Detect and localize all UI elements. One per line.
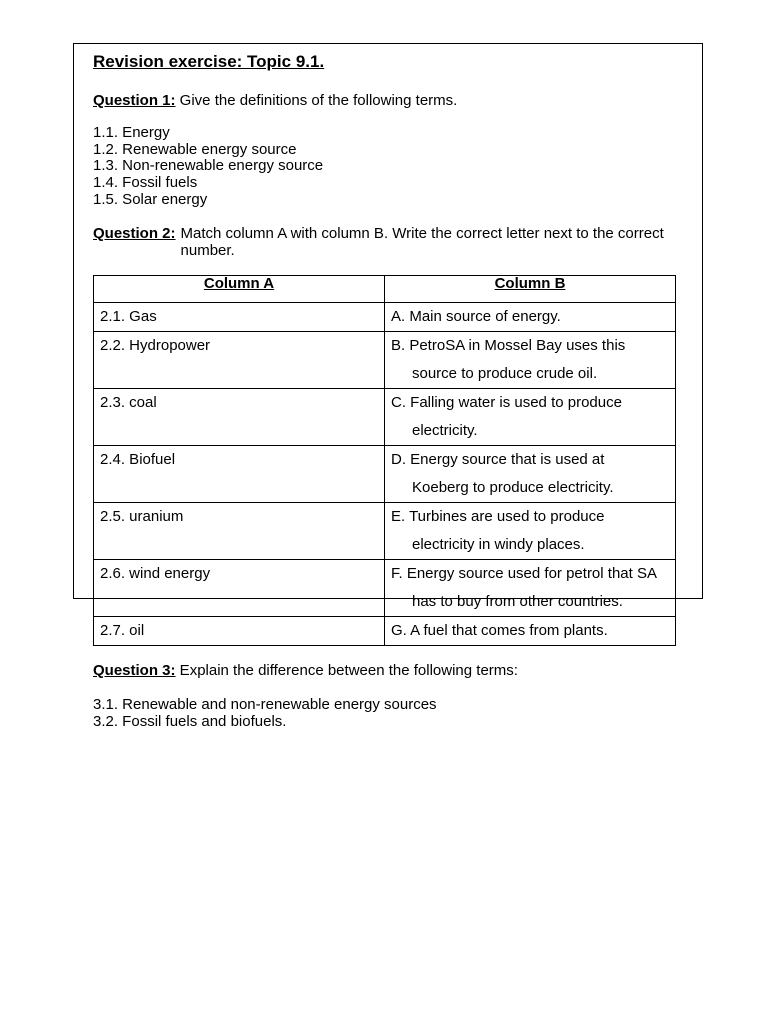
column-b-line: D. Energy source that is used at bbox=[391, 450, 605, 468]
list-item: 3.2. Fossil fuels and biofuels. bbox=[93, 712, 287, 730]
question-2-text: Match column A with column B. Write the correct letter next to the correct number. bbox=[180, 224, 664, 259]
page-title: Revision exercise: Topic 9.1. bbox=[93, 52, 325, 71]
list-item: 3.1. Renewable and non-renewable energy sources bbox=[93, 695, 437, 713]
question-1 bbox=[93, 92, 693, 109]
column-b-line: E. Turbines are used to produce bbox=[391, 507, 605, 525]
worksheet-content bbox=[93, 51, 693, 730]
column-b-cell bbox=[385, 502, 676, 559]
table-header-row bbox=[94, 275, 676, 302]
column-b-line: B. PetroSA in Mossel Bay uses this bbox=[391, 336, 626, 354]
question-3 bbox=[93, 662, 693, 679]
column-b-line-continued: has to buy from other countries. bbox=[412, 592, 623, 610]
list-item: 1.3. Non-renewable energy source bbox=[93, 157, 324, 175]
question-1-list bbox=[93, 125, 693, 209]
column-a-cell: 2.1. Gas bbox=[94, 302, 385, 331]
list-item: 1.2. Renewable energy source bbox=[93, 140, 297, 158]
column-b-cell bbox=[385, 559, 676, 616]
column-b-cell bbox=[385, 616, 676, 645]
table-row bbox=[94, 559, 676, 616]
column-a-cell: 2.2. Hydropower bbox=[94, 331, 385, 388]
list-item: 1.1. Energy bbox=[93, 124, 170, 141]
table-row bbox=[94, 502, 676, 559]
column-b-cell bbox=[385, 302, 676, 331]
column-b-line-continued: source to produce crude oil. bbox=[412, 364, 598, 382]
question-1-text: Give the definitions of the following terms. bbox=[175, 92, 458, 109]
column-a-cell: 2.5. uranium bbox=[94, 502, 385, 559]
column-b-cell bbox=[385, 331, 676, 388]
question-3-label: Question 3: bbox=[93, 661, 176, 679]
table-row bbox=[94, 331, 676, 388]
question-1-label: Question 1: bbox=[93, 92, 176, 109]
list-item: 1.4. Fossil fuels bbox=[93, 174, 198, 192]
table-row bbox=[94, 616, 676, 645]
column-b-line: A. Main source of energy. bbox=[391, 307, 561, 325]
column-b-cell bbox=[385, 388, 676, 445]
column-a-cell: 2.4. Biofuel bbox=[94, 445, 385, 502]
matching-table bbox=[93, 275, 676, 646]
column-b-header: Column B bbox=[385, 275, 676, 302]
column-b-line-continued: electricity. bbox=[412, 421, 478, 439]
question-2-label: Question 2: bbox=[93, 224, 176, 242]
question-3-text: Explain the difference between the following terms: bbox=[175, 661, 518, 679]
column-b-line-continued: electricity in windy places. bbox=[412, 535, 585, 553]
column-a-cell: 2.6. wind energy bbox=[94, 559, 385, 616]
column-a-header: Column A bbox=[94, 275, 385, 302]
list-item: 1.5. Solar energy bbox=[93, 190, 208, 208]
table-row bbox=[94, 302, 676, 331]
column-b-line: G. A fuel that comes from plants. bbox=[391, 621, 608, 639]
column-b-line-continued: Koeberg to produce electricity. bbox=[412, 478, 614, 496]
column-b-line: F. Energy source used for petrol that SA bbox=[391, 564, 657, 582]
table-row bbox=[94, 445, 676, 502]
column-b-cell bbox=[385, 445, 676, 502]
question-2 bbox=[93, 225, 693, 259]
table-row bbox=[94, 388, 676, 445]
column-a-cell: 2.7. oil bbox=[94, 616, 385, 645]
column-b-line: C. Falling water is used to produce bbox=[391, 393, 622, 411]
column-a-cell: 2.3. coal bbox=[94, 388, 385, 445]
question-3-list bbox=[93, 696, 693, 730]
